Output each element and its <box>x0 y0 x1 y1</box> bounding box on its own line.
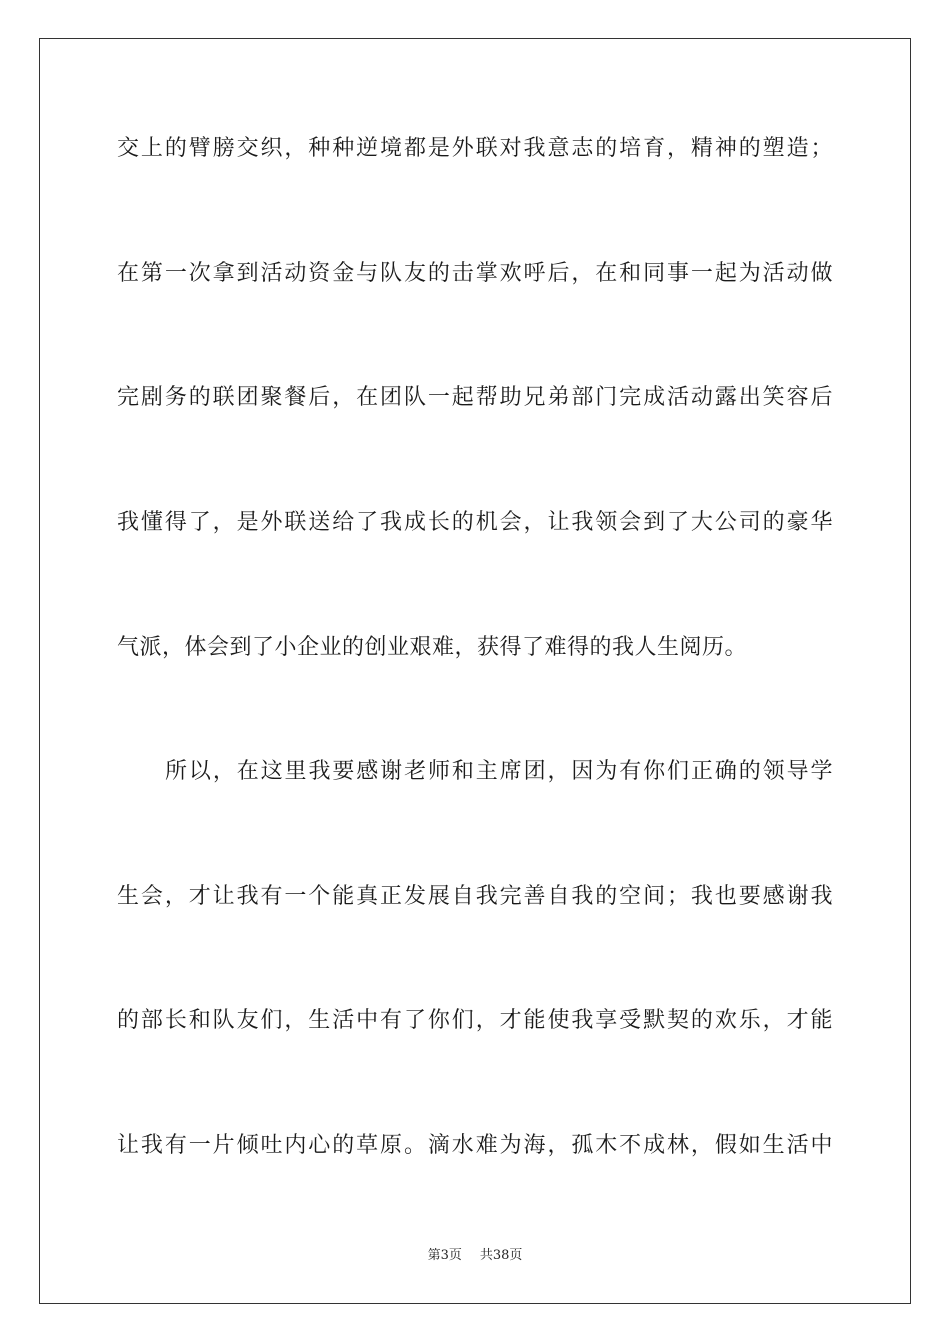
page-number: 第3页 <box>427 1248 462 1263</box>
body-text-line-3: 完剧务的联团聚餐后，在团队一起帮助兄弟部门完成活动露出笑容后 <box>117 385 833 410</box>
page-total: 共38页 <box>479 1248 523 1263</box>
body-text-line-9: 让我有一片倾吐内心的草原。滴水难为海，孤木不成林，假如生活中 <box>117 1133 833 1158</box>
body-text-line-8: 的部长和队友们，生活中有了你们，才能使我享受默契的欢乐，才能 <box>117 1008 833 1033</box>
body-text-line-7: 生会，才让我有一个能真正发展自我完善自我的空间；我也要感谢我 <box>117 884 833 909</box>
page-border <box>39 38 911 1304</box>
body-text-line-2: 在第一次拿到活动资金与队友的击掌欢呼后，在和同事一起为活动做 <box>117 261 833 286</box>
body-text-line-4: 我懂得了，是外联送给了我成长的机会，让我领会到了大公司的豪华 <box>117 510 833 535</box>
body-text-line-5: 气派，体会到了小企业的创业艰难，获得了难得的我人生阅历。 <box>117 635 748 660</box>
page-footer <box>0 1247 950 1265</box>
body-text-line-6: 所以，在这里我要感谢老师和主席团，因为有你们正确的领导学 <box>165 759 833 784</box>
body-text-line-1: 交上的臂膀交织，种种逆境都是外联对我意志的培育，精神的塑造； <box>117 136 833 161</box>
